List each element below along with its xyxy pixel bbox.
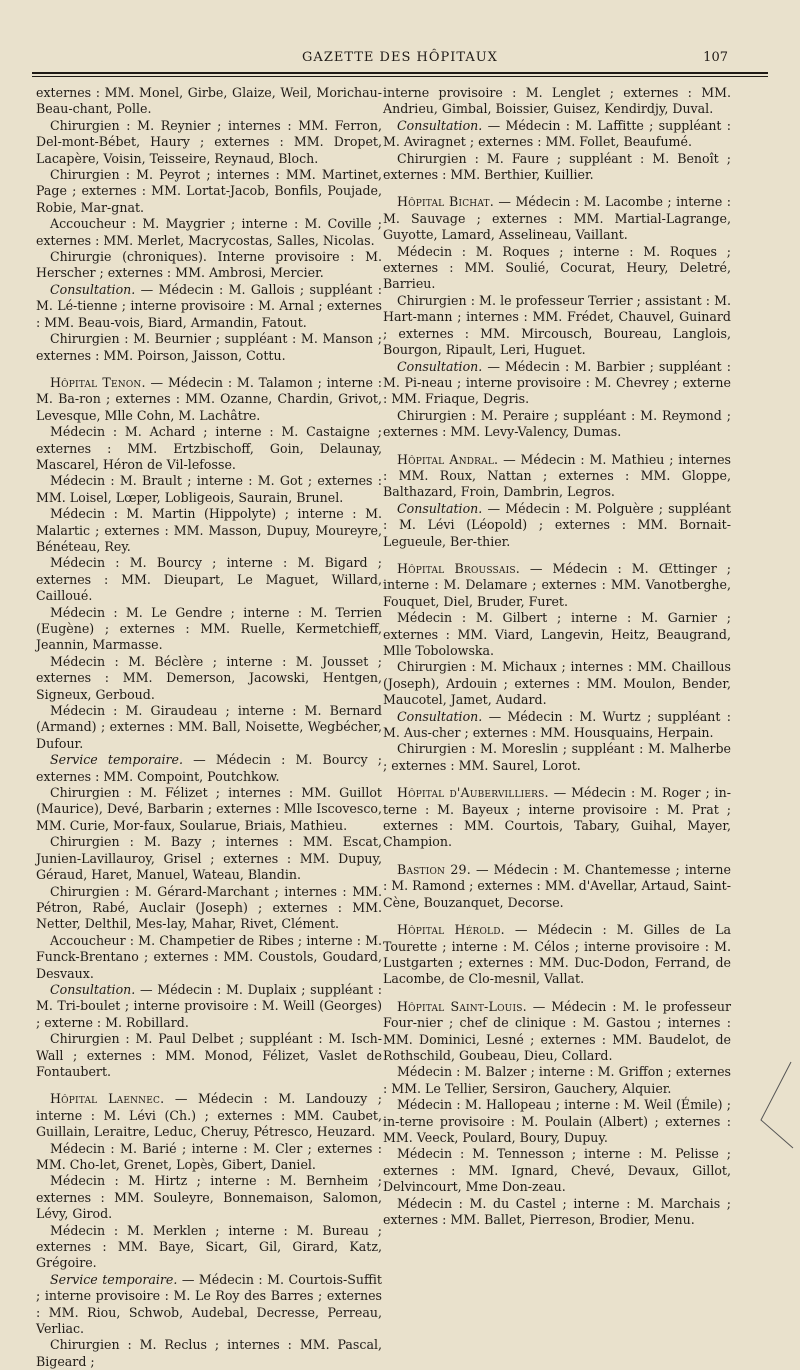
paragraph: Médecin : M. Achard ; interne : M. Castaigne ; externes : MM. Ertzbischoff, Goin, Delaunay, Mascarel, Héron de Vil-lefosse. [36,424,382,472]
paragraph: Consultation. — Médecin : M. Laffitte ; suppléant : M. Aviragnet ; externes : MM. Follet, Beaufumé. [383,117,732,150]
header-rule [32,72,768,74]
hospital-heading: Hôpital Laennec. [50,1091,165,1107]
page-number: 107 [703,50,728,65]
hospital-heading: Hôpital Broussais. [397,560,520,576]
paragraph: Chirurgien : M. Félizet ; internes : MM. Guillot (Maurice), Devé, Barbarin ; externes : Mlle Iscovesco, MM. Curie, Mor-faux, Soularue, Briais, Mathieu. [36,785,382,833]
hospital-heading: Bastion 29. [397,861,471,877]
pencil-mark [755,1060,795,1150]
paragraph: Médecin : M. Hirtz ; interne : M. Bernheim ; externes : MM. Souleyre, Bonnemaison, Salomon, Lévy, Girod. [36,1173,382,1222]
section-label: Consultation. [397,708,483,724]
right-column [383,85,731,1228]
section-label: Service temporaire. [50,1271,178,1287]
hospital-entry: Hôpital Andral. — Médecin : M. Mathieu ; internes : MM. Roux, Nattan ; externes : MM. Gloppe, Balthazard, Froin, Dambrin, Legros. [383,451,732,500]
paragraph: Médecin : M. Martin (Hippolyte) ; interne : M. Malartic ; externes : MM. Masson, Dupuy, Moureyre, Bénéteau, Rey. [36,506,382,554]
hospital-heading: Hôpital d'Aubervilliers. [397,785,549,801]
paragraph: Médecin : M. Le Gendre ; interne : M. Terrien (Eugène) ; externes : MM. Ruelle, Kermetchieff, Jeannin, Marmasse. [36,604,382,653]
paragraph: Médecin : M. Tennesson ; interne : M. Pelisse ; externes : MM. Ignard, Chevé, Devaux, Gillot, Delvincourt, Mme Don-zeau. [383,1146,731,1195]
paragraph: Service temporaire. — Médecin : M. Courtois-Suffit ; interne provisoire : M. Le Roy des Barres ; externes : MM. Riou, Schwob, Audebal, Decresse, Perreau, Verliac. [36,1271,382,1337]
section-label: Consultation. [397,500,483,516]
hospital-heading: Hôpital Hérold. [397,922,505,938]
section-label: Consultation. [397,117,483,133]
running-title: GAZETTE DES HÔPITAUX [302,50,498,65]
page-header [32,44,768,72]
hospital-entry: Hôpital d'Aubervilliers. — Médecin : M. Roger ; in-terne : M. Bayeux ; interne provisoire : M. Prat ; externes : MM. Courtois, Tabary, Guihal, Mayer, Champion. [383,785,731,850]
paragraph: externes : MM. Monel, Girbe, Glaize, Weil, Morichau-Beau-chant, Polle. [36,85,382,117]
section-label: Consultation. [397,358,483,374]
hospital-heading: Hôpital Andral. [397,451,499,467]
section-label: Consultation. [50,981,136,997]
paragraph: Chirurgien : M. Michaux ; internes : MM. Chaillous (Joseph), Ardouin ; externes : MM. Moulon, Bender, Maucotel, Jamet, Audard. [383,659,731,708]
paragraph: Médecin : M. Béclère ; interne : M. Jousset ; externes : MM. Demerson, Jacowski, Hentgen, Signeux, Gerboud. [36,653,382,702]
paragraph: Chirurgie (chroniques). Interne provisoire : M. Herscher ; externes : MM. Ambrosi, Mercier. [36,249,382,281]
hospital-entry: Hôpital Laennec. — Médecin : M. Landouzy ; interne : M. Lévi (Ch.) ; externes : MM. Caubet, Guillain, Leraitre, Leduc, Cheruy, Pétresco, Heuzard. [36,1091,382,1140]
paragraph: Chirurgien : M. Beurnier ; suppléant : M. Manson ; externes : MM. Poirson, Jaisson, Cottu. [36,331,382,363]
hospital-heading: Hôpital Saint-Louis. [397,998,527,1014]
paragraph: Consultation. — Médecin : M. Barbier ; suppléant : M. Pi-neau ; interne provisoire : M. Chevrey ; externe : MM. Friaque, Degris. [383,358,731,407]
paragraph: Médecin : M. Giraudeau ; interne : M. Bernard (Armand) ; externes : MM. Ball, Noisette, Wegbécher, Dufour. [36,703,382,751]
section-label: Service temporaire. [50,752,184,768]
paragraph: Médecin : M. Gilbert ; interne : M. Garnier ; externes : MM. Viard, Langevin, Heitz, Beaugrand, Mlle Tobolowska. [383,610,731,658]
paragraph: Médecin : M. du Castel ; interne : M. Marchais ; externes : MM. Ballet, Pierreson, Brodier, Menu. [383,1195,731,1227]
paragraph: Accoucheur : M. Champetier de Ribes ; interne : M. Funck-Brentano ; externes : MM. Coustols, Goudard, Desvaux. [36,932,382,981]
section-label: Consultation. [50,281,136,297]
paragraph: Médecin : M. Balzer ; interne : M. Griffon ; externes : MM. Le Tellier, Sersiron, Gauchery, Alquier. [383,1064,731,1096]
paragraph: Médecin : M. Barié ; interne : M. Cler ; externes : MM. Cho-let, Grenet, Lopès, Gibert, Daniel. [36,1140,382,1172]
paragraph: Médecin : M. Bourcy ; interne : M. Bigard ; externes : MM. Dieupart, Le Maguet, Willard, Cailloué. [36,555,382,604]
paragraph: Médecin : M. Roques ; interne : M. Roques ; externes : MM. Soulié, Cocurat, Heury, Deletré, Barrieu. [383,243,731,292]
paragraph: Service temporaire. — Médecin : M. Bourcy ; externes : MM. Compoint, Poutchkow. [36,752,382,784]
left-column [36,85,382,1370]
hospital-entry: Hôpital Bichat. — Médecin : M. Lacombe ; interne : M. Sauvage ; externes : MM. Martial-Lagrange, Guyotte, Lamard, Asselineau, Vaillant. [383,194,731,243]
paragraph: Consultation. — Médecin : M. Wurtz ; suppléant : M. Aus-cher ; externes : MM. Housquains, Herpain. [383,708,731,741]
paragraph: interne provisoire : M. Lenglet ; externes : MM. Andrieu, Gimbal, Boissier, Guisez, Kendirdjy, Duval. [383,85,731,117]
hospital-heading: Hôpital Bichat. [397,194,494,210]
hospital-heading: Hôpital Tenon. [50,374,146,390]
paragraph: Consultation. — Médecin : M. Polguère ; suppléant : M. Lévi (Léopold) ; externes : MM. Bornait-Legueule, Ber-thier. [383,500,731,549]
hospital-entry: Bastion 29. — Médecin : M. Chantemesse ; interne : M. Ramond ; externes : MM. d'Avellar, Artaud, Saint-Cène, Bouzanquet, Decorse. [383,861,731,910]
paragraph: Chirurgien : M. Reynier ; internes : MM. Ferron, Del-mont-Bébet, Haury ; externes : MM. Dropet, Lacapère, Voisin, Teisseire, Reynaud, Bloch. [36,117,382,166]
paragraph: Chirurgien : M. Paul Delbet ; suppléant : M. Isch-Wall ; externes : MM. Monod, Félizet, Vaslet de Fontaubert. [36,1031,382,1079]
hospital-entry: Hôpital Saint-Louis. — Médecin : M. le professeur Four-nier ; chef de clinique : M. Gastou ; internes : MM. Dominici, Lesné ; externes : MM. Baudelot, de Rothschild, Goubeau, Dieu, Collard. [383,998,732,1063]
paragraph: Chirurgien : M. Bazy ; internes : MM. Escat, Junien-Lavillauroy, Grisel ; externes : MM. Dupuy, Géraud, Haret, Manuel, Wateau, Blandin. [36,834,382,883]
paragraph: Chirurgien : M. Peyrot ; internes : MM. Martinet, Page ; externes : MM. Lortat-Jacob, Bonfils, Poujade, Robie, Mar-gnat. [36,167,382,215]
paragraph: Médecin : M. Brault ; interne : M. Got ; externes : MM. Loisel, Lœper, Lobligeois, Saurain, Brunel. [36,473,382,505]
hospital-entry: Hôpital Hérold. — Médecin : M. Gilles de La Tourette ; interne : M. Célos ; interne provisoire : M. Lustgarten ; externes : MM. Duc-Dodon, Ferrand, de Lacombe, de Clo-mesnil, Vallat. [383,922,731,987]
paragraph: Chirurgien : M. Peraire ; suppléant : M. Reymond ; externes : MM. Levy-Valency, Dumas. [383,407,731,440]
header-rule-thin [32,76,768,77]
paragraph: Chirurgien : M. Faure ; suppléant : M. Benoît ; externes : MM. Berthier, Kuillier. [383,150,731,183]
paragraph: Accoucheur : M. Maygrier ; interne : M. Coville ; externes : MM. Merlet, Macrycostas, Salles, Nicolas. [36,216,382,248]
paragraph: Chirurgien : M. le professeur Terrier ; assistant : M. Hart-mann ; internes : MM. Frédet, Chauvel, Guinard ; externes : MM. Mircousch, Boureau, Langlois, Bourgon, Ripault, Leri, Huguet. [383,292,731,358]
paragraph: Consultation. — Médecin : M. Gallois ; suppléant : M. Lé-tienne ; interne provisoire : M. Arnal ; externes : MM. Beau-vois, Biard, Armandin, Fatout. [36,281,382,330]
paragraph: Médecin : M. Hallopeau ; interne : M. Weil (Émile) ; in-terne provisoire : M. Poulain (Albert) ; externes : MM. Veeck, Poulard, Boury, Dupuy. [383,1097,731,1145]
paragraph: Chirurgien : M. Reclus ; internes : MM. Pascal, Bigeard ; [36,1337,382,1369]
paragraph: Médecin : M. Merklen ; interne : M. Bureau ; externes : MM. Baye, Sicart, Gil, Girard, Katz, Grégoire. [36,1222,382,1271]
paragraph: Chirurgien : M. Moreslin ; suppléant : M. Malherbe ; externes : MM. Saurel, Lorot. [383,741,731,773]
hospital-entry: Hôpital Tenon. — Médecin : M. Talamon ; interne : M. Ba-ron ; externes : MM. Ozanne, Chardin, Grivot, Levesque, Mlle Cohn, M. Lachâtre. [36,374,382,423]
paragraph: Consultation. — Médecin : M. Duplaix ; suppléant : M. Tri-boulet ; interne provisoire : M. Weill (Georges) ; externe : M. Robillard. [36,981,382,1030]
paragraph: Chirurgien : M. Gérard-Marchant ; internes : MM. Pétron, Rabé, Auclair (Joseph) ; externes : MM. Netter, Delthil, Mes-lay, Mahar, Rivet, Clément. [36,883,382,932]
hospital-entry: Hôpital Broussais. — Médecin : M. Œttinger ; interne : M. Delamare ; externes : MM. Vanotberghe, Fouquet, Diel, Bruder, Furet. [383,560,731,609]
